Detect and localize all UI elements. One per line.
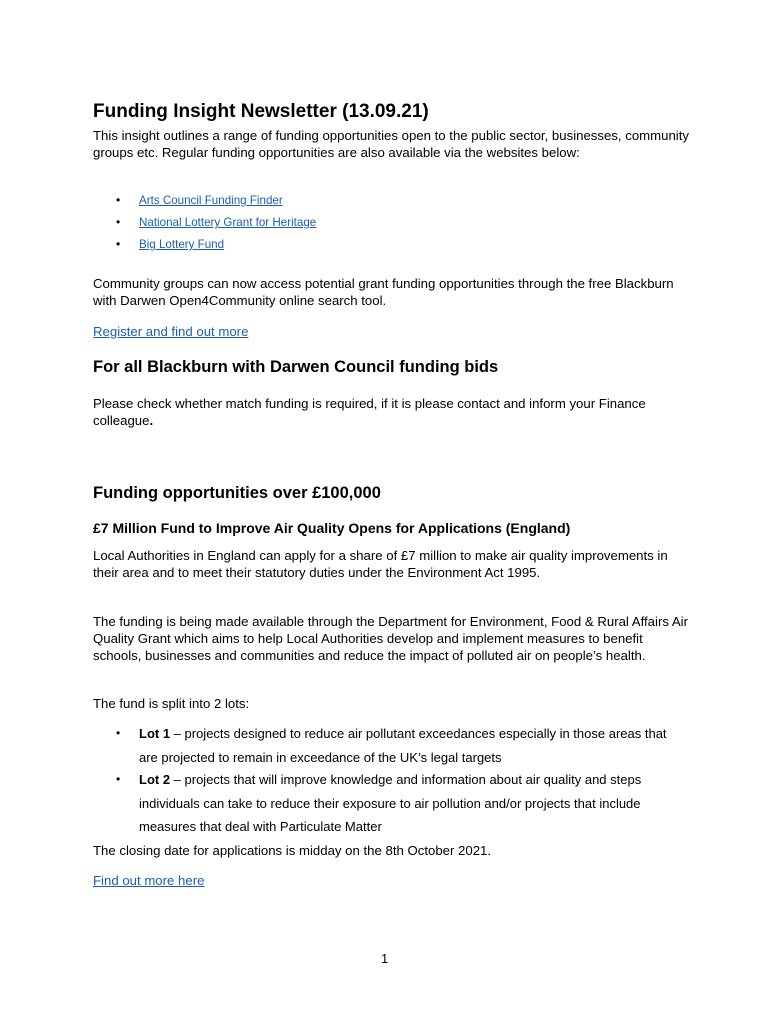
page-title: Funding Insight Newsletter (13.09.21) [93,101,429,122]
community-paragraph: Community groups can now access potential grant funding opportunities through the free Blackburn with Darwen Open4Community online search tool. [93,276,674,308]
bullet-icon: • [116,772,121,786]
council-heading: For all Blackburn with Darwen Council funding bids [93,358,499,376]
council-text-period: . [149,413,154,428]
link-arts-council[interactable]: Arts Council Funding Finder [139,194,283,207]
fund-heading: £7 Million Fund to Improve Air Quality Opens for Applications (England) [93,520,571,536]
council-paragraph [93,395,693,429]
lot-name: Lot 1 [139,726,171,741]
register-link[interactable]: Register and find out more [93,324,249,339]
lot-description: – projects designed to reduce air pollutant exceedances especially in those areas that are projected to remain in exceedance of the UK’s legal targets [139,726,667,765]
link-national-lottery-heritage[interactable]: National Lottery Grant for Heritage [139,216,317,229]
council-text: Please check whether match funding is required, if it is please contact and inform your Finance colleague [93,396,646,428]
list-item [139,722,684,769]
bullet-icon: • [116,726,121,740]
link-big-lottery-fund[interactable]: Big Lottery Fund [139,238,225,251]
fund-paragraph-3: The fund is split into 2 lots: [93,696,250,711]
find-out-more-link[interactable]: Find out more here [93,873,205,888]
lot-description: – projects that will improve knowledge and information about air quality and steps individuals can take to reduce their exposure to air pollution and/or projects that include measures that deal with Particulate Matter [139,772,642,834]
fund-paragraph-2: The funding is being made available through the Department for Environment, Food & Rural Affairs Air Quality Grant which aims to help Local Authorities develop and implement measures to benefit schools, businesses and communities and reduce the impact of polluted air on people’s health. [93,614,688,663]
bullet-icon: • [116,193,121,207]
list-item [139,768,684,839]
bullet-icon: • [116,215,121,229]
over-100k-heading: Funding opportunities over £100,000 [93,484,381,502]
closing-date-paragraph: The closing date for applications is midday on the 8th October 2021. [93,843,492,858]
page-number: 1 [381,951,389,966]
intro-paragraph: This insight outlines a range of funding opportunities open to the public sector, businesses, community groups etc. Regular funding opportunities are also available via the websites below: [93,128,689,160]
bullet-icon: • [116,237,121,251]
fund-paragraph-1: Local Authorities in England can apply for a share of £7 million to make air quality improvements in their area and to meet their statutory duties under the Environment Act 1995. [93,548,668,580]
lot-name: Lot 2 [139,772,171,787]
